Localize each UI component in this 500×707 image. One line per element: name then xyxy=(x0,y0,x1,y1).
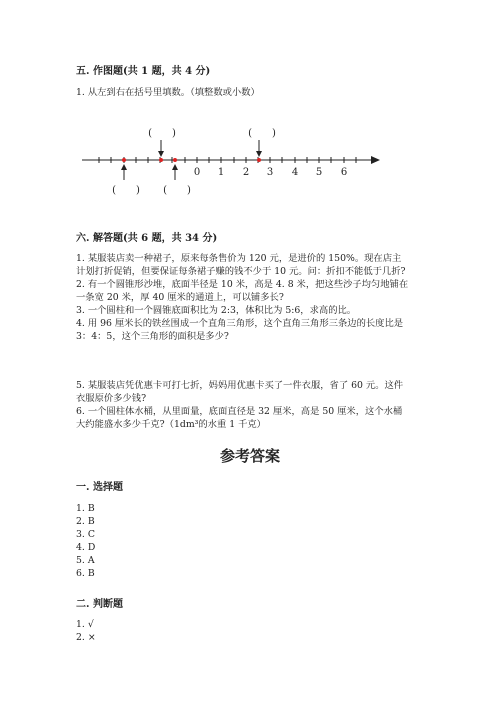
tick-label: 0 xyxy=(193,167,201,178)
number-line-arrowhead xyxy=(371,156,380,164)
section6-line: 4. 用 96 厘米长的铁丝围成一个直角三角形，这个直角三角形三条边的长度比是 xyxy=(76,318,404,329)
section6-line: 1. 某服装店卖一种裙子，原来每条售价为 120 元，是进价的 150%。现在店主 xyxy=(76,253,402,264)
down-arrow-icon xyxy=(256,151,262,157)
section6-line: 5. 某服装店凭优惠卡可打七折，妈妈用优惠卡买了一件衣服，省了 60 元。这件 xyxy=(76,380,404,391)
point-marker xyxy=(173,158,177,162)
section6-line: 6. 一个圆柱体水桶，从里面量，底面直径是 32 厘米，高是 50 厘米，这个水桶 xyxy=(76,406,403,417)
section5-question-1: 1. 从左到右在括号里填数。（填整数或小数） xyxy=(76,87,260,98)
answer-item: 5. A xyxy=(76,555,95,566)
answer-item: 4. D xyxy=(76,542,96,553)
point-marker xyxy=(257,158,261,162)
tick-label: 1 xyxy=(217,167,225,178)
up-arrow-icon xyxy=(172,164,178,170)
answer-bracket-bottom: ( ) xyxy=(163,185,191,196)
up-arrow-icon xyxy=(121,164,127,170)
answers-title: 参考答案 xyxy=(219,447,280,465)
section6-title: 六. 解答题(共 6 题，共 34 分) xyxy=(76,233,218,244)
down-arrow-icon xyxy=(158,151,164,157)
section6-line: 计划打折促销，但要保证每条裙子赚的钱不少于 10 元。问：折扣不能低于几折? xyxy=(76,266,406,277)
section6-line: 衣服原价多少钱? xyxy=(76,393,147,404)
answer-item: 6. B xyxy=(76,568,95,579)
answer-bracket-bottom: ( ) xyxy=(112,185,140,196)
section6-line: 一条宽 20 米，厚 40 厘米的通道上，可以铺多长? xyxy=(76,292,284,303)
answer-item: 2. B xyxy=(76,516,95,527)
tick-label: 5 xyxy=(315,167,323,178)
answer-item: 2. × xyxy=(76,632,96,643)
answer-bracket-top: ( ) xyxy=(148,128,176,139)
section6-line: 3：4：5，这个三角形的面积是多少? xyxy=(76,331,229,342)
tick-label: 6 xyxy=(340,167,348,178)
section6-line: 大约能盛水多少千克?（1dm³的水重 1 千克） xyxy=(76,419,266,430)
answers-section2-title: 二. 判断题 xyxy=(76,599,123,610)
tick-label: 3 xyxy=(266,167,274,178)
answer-item: 1. √ xyxy=(76,619,94,630)
answers-section1-title: 一. 选择题 xyxy=(76,482,123,493)
point-marker xyxy=(122,158,126,162)
point-marker xyxy=(159,158,163,162)
section5-title: 五. 作图题(共 1 题，共 4 分) xyxy=(76,66,211,77)
section6-line: 3. 一个圆柱和一个圆锥底面积比为 2:3，体积比为 5:6，求高的比。 xyxy=(76,305,357,316)
answer-item: 1. B xyxy=(76,503,95,514)
tick-label: 4 xyxy=(291,167,299,178)
answer-item: 3. C xyxy=(76,529,95,540)
section6-line: 2. 有一个圆锥形沙堆，底面半径是 10 米，高是 4. 8 米，把这些沙子均匀地铺在 xyxy=(76,279,409,290)
tick-label: 2 xyxy=(242,167,250,178)
answer-bracket-top: ( ) xyxy=(248,128,276,139)
number-line-figure xyxy=(0,120,500,200)
